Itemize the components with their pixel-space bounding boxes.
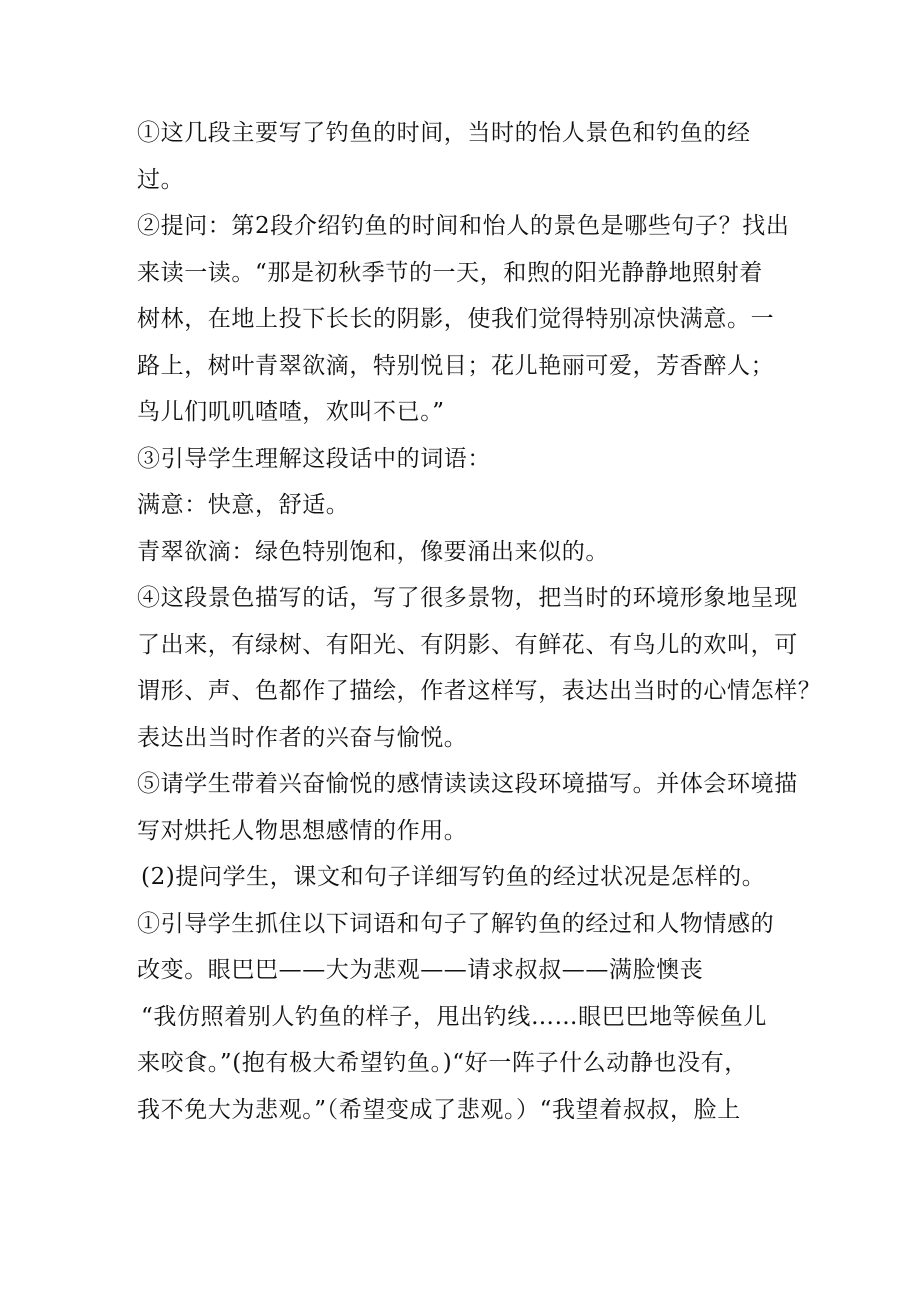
text-line: 了出来，有绿树、有阳光、有阴影、有鲜花、有鸟儿的欢叫，可 bbox=[137, 631, 798, 658]
text-line: 来咬食。”(抱有极大希望钓鱼。)“好一阵子什么动静也没有， bbox=[137, 1050, 748, 1076]
text-line: 写对烘托人物思想感情的作用。 bbox=[137, 817, 468, 844]
text-line: 我不免大为悲观。”（希望变成了悲观。）“我望着叔叔，脸上 bbox=[137, 1096, 741, 1123]
text-line: ①引导学生抓住以下词语和句子了解钓鱼的经过和人物情感的 bbox=[137, 910, 775, 937]
text-line: 鸟儿们叽叽喳喳，欢叫不已。” bbox=[137, 399, 445, 425]
text-line: 满意：快意，舒适。 bbox=[137, 492, 350, 518]
text-line: 来读一读。“那是初秋季节的一天，和煦的阳光静静地照射着 bbox=[137, 259, 763, 286]
text-line: 改变。眼巴巴——大为悲观——请求叔叔——满脸懊丧 bbox=[137, 957, 704, 983]
text-line: 过。 bbox=[137, 166, 185, 193]
text-line: ①这几段主要写了钓鱼的时间，当时的怡人景色和钓鱼的经 bbox=[137, 120, 751, 146]
text-line: 树林，在地上投下长长的阴影，使我们觉得特别凉快满意。一 bbox=[137, 306, 775, 332]
text-line: (2)提问学生，课文和句子详细写钓鱼的经过状况是怎样的。 bbox=[141, 864, 766, 890]
text-line: “我仿照着别人钓鱼的样子，甩出钓线……眼巴巴地等候鱼儿 bbox=[141, 1003, 767, 1030]
text-line: 表达出当时作者的兴奋与愉悦。 bbox=[137, 724, 468, 751]
text-line: ③引导学生理解这段话中的词语： bbox=[137, 445, 491, 472]
text-line: 路上，树叶青翠欲滴，特别悦目；花儿艳丽可爱，芳香醉人； bbox=[137, 352, 775, 379]
text-line: ⑤请学生带着兴奋愉悦的感情读读这段环境描写。并体会环境描 bbox=[137, 771, 798, 797]
text-line: ④这段景色描写的话，写了很多景物，把当时的环境形象地呈现 bbox=[137, 585, 798, 611]
text-line: ②提问：第2段介绍钓鱼的时间和怡人的景色是哪些句子？找出 bbox=[137, 213, 790, 239]
text-line: 谓形、声、色都作了描绘，作者这样写，表达出当时的心情怎样？ bbox=[137, 678, 822, 704]
text-line: 青翠欲滴：绿色特别饱和，像要涌出来似的。 bbox=[137, 538, 609, 565]
document-body bbox=[137, 110, 822, 1133]
